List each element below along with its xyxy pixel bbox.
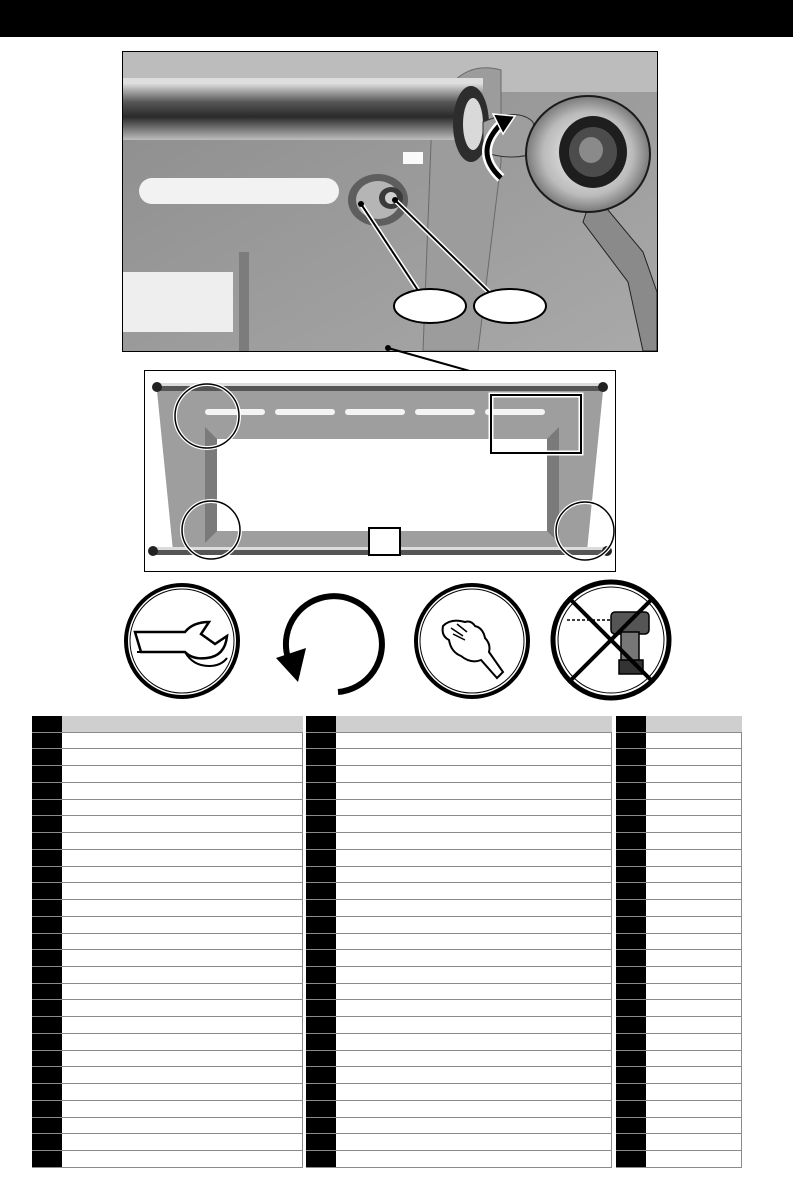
table-row bbox=[32, 900, 303, 917]
table-row bbox=[616, 1000, 742, 1017]
row-number-cell bbox=[306, 950, 336, 966]
row-number-cell bbox=[32, 783, 62, 799]
row-text-cell bbox=[650, 967, 740, 983]
row-number-cell bbox=[306, 900, 336, 916]
row-number-cell bbox=[306, 716, 336, 732]
row-text-cell bbox=[340, 1101, 610, 1117]
table-row bbox=[616, 733, 742, 750]
row-number-cell bbox=[306, 1067, 336, 1083]
table-row bbox=[306, 1084, 612, 1101]
row-text-cell bbox=[340, 733, 610, 749]
row-text-cell bbox=[650, 783, 740, 799]
row-text-cell bbox=[66, 749, 301, 765]
row-number-cell bbox=[32, 850, 62, 866]
table-header-row bbox=[306, 716, 612, 733]
row-text-cell bbox=[66, 1034, 301, 1050]
table-row bbox=[616, 850, 742, 867]
table-row bbox=[306, 850, 612, 867]
parts-table-1 bbox=[32, 716, 303, 1168]
row-text-cell bbox=[66, 934, 301, 950]
row-number-cell bbox=[616, 1017, 646, 1033]
row-number-cell bbox=[306, 917, 336, 933]
row-number-cell bbox=[616, 1051, 646, 1067]
row-text-cell bbox=[66, 850, 301, 866]
row-number-cell bbox=[306, 984, 336, 1000]
row-number-cell bbox=[32, 1151, 62, 1167]
table-row bbox=[32, 984, 303, 1001]
row-text-cell bbox=[650, 934, 740, 950]
row-number-cell bbox=[32, 1067, 62, 1083]
row-number-cell bbox=[616, 1034, 646, 1050]
table-row bbox=[32, 1051, 303, 1068]
row-text-cell bbox=[340, 984, 610, 1000]
table-row bbox=[616, 1118, 742, 1135]
row-text-cell bbox=[650, 766, 740, 782]
row-number-cell bbox=[32, 816, 62, 832]
row-number-cell bbox=[306, 766, 336, 782]
row-text-cell bbox=[66, 833, 301, 849]
row-number-cell bbox=[32, 716, 62, 732]
row-number-cell bbox=[616, 1118, 646, 1134]
row-number-cell bbox=[32, 1101, 62, 1117]
row-number-cell bbox=[32, 833, 62, 849]
row-text-cell bbox=[650, 1067, 740, 1083]
table-row bbox=[616, 1017, 742, 1034]
table-row bbox=[32, 883, 303, 900]
row-number-cell bbox=[306, 1118, 336, 1134]
table-row bbox=[32, 967, 303, 984]
row-text-cell bbox=[66, 783, 301, 799]
wrench-icon bbox=[123, 582, 241, 700]
row-text-cell bbox=[66, 716, 301, 732]
row-number-cell bbox=[32, 917, 62, 933]
table-row bbox=[616, 1084, 742, 1101]
row-text-cell bbox=[66, 1084, 301, 1100]
row-number-cell bbox=[616, 716, 646, 732]
row-number-cell bbox=[616, 816, 646, 832]
row-text-cell bbox=[340, 716, 610, 732]
row-number-cell bbox=[306, 1034, 336, 1050]
table-row bbox=[616, 984, 742, 1001]
row-number-cell bbox=[306, 867, 336, 883]
row-text-cell bbox=[650, 800, 740, 816]
table-row bbox=[32, 1034, 303, 1051]
table-row bbox=[306, 917, 612, 934]
table-row bbox=[306, 783, 612, 800]
row-number-cell bbox=[616, 1084, 646, 1100]
callout-left bbox=[394, 289, 466, 323]
table-row bbox=[306, 867, 612, 884]
table-row bbox=[32, 800, 303, 817]
row-number-cell bbox=[616, 1067, 646, 1083]
row-number-cell bbox=[32, 749, 62, 765]
table-row bbox=[616, 900, 742, 917]
row-text-cell bbox=[66, 800, 301, 816]
table-row bbox=[306, 1118, 612, 1135]
table-row bbox=[306, 1067, 612, 1084]
row-number-cell bbox=[616, 917, 646, 933]
row-text-cell bbox=[650, 1000, 740, 1016]
row-text-cell bbox=[650, 1151, 740, 1167]
row-text-cell bbox=[650, 1034, 740, 1050]
row-text-cell bbox=[340, 867, 610, 883]
row-text-cell bbox=[340, 1084, 610, 1100]
row-number-cell bbox=[616, 1134, 646, 1150]
table-row bbox=[32, 1067, 303, 1084]
hand-tighten-icon bbox=[413, 582, 531, 700]
row-number-cell bbox=[32, 800, 62, 816]
row-number-cell bbox=[616, 800, 646, 816]
row-text-cell bbox=[340, 1000, 610, 1016]
row-number-cell bbox=[306, 1151, 336, 1167]
table-row bbox=[306, 967, 612, 984]
row-text-cell bbox=[650, 883, 740, 899]
row-number-cell bbox=[32, 1051, 62, 1067]
row-number-cell bbox=[306, 749, 336, 765]
table-row bbox=[616, 1151, 742, 1168]
table-row bbox=[32, 833, 303, 850]
row-number-cell bbox=[306, 967, 336, 983]
row-text-cell bbox=[66, 950, 301, 966]
row-number-cell bbox=[32, 950, 62, 966]
row-number-cell bbox=[616, 967, 646, 983]
table-row bbox=[32, 917, 303, 934]
table-row bbox=[306, 733, 612, 750]
table-row bbox=[306, 833, 612, 850]
table-row bbox=[32, 934, 303, 951]
table-row bbox=[616, 1051, 742, 1068]
row-number-cell bbox=[616, 867, 646, 883]
row-text-cell bbox=[66, 1067, 301, 1083]
row-text-cell bbox=[66, 984, 301, 1000]
table-row bbox=[306, 934, 612, 951]
row-text-cell bbox=[650, 816, 740, 832]
table-row bbox=[32, 749, 303, 766]
row-number-cell bbox=[616, 733, 646, 749]
table-row bbox=[616, 749, 742, 766]
table-row bbox=[306, 1000, 612, 1017]
table-row bbox=[32, 867, 303, 884]
table-row bbox=[616, 833, 742, 850]
row-number-cell bbox=[306, 816, 336, 832]
row-text-cell bbox=[66, 1134, 301, 1150]
table-row bbox=[616, 934, 742, 951]
row-number-cell bbox=[306, 733, 336, 749]
row-text-cell bbox=[66, 1151, 301, 1167]
row-text-cell bbox=[650, 850, 740, 866]
row-text-cell bbox=[340, 967, 610, 983]
row-text-cell bbox=[66, 1118, 301, 1134]
table-row bbox=[32, 1084, 303, 1101]
row-text-cell bbox=[340, 816, 610, 832]
table-header-row bbox=[32, 716, 303, 733]
row-number-cell bbox=[616, 984, 646, 1000]
row-number-cell bbox=[32, 733, 62, 749]
row-number-cell bbox=[306, 850, 336, 866]
row-number-cell bbox=[306, 800, 336, 816]
parts-table-2 bbox=[306, 716, 612, 1168]
row-number-cell bbox=[32, 883, 62, 899]
row-text-cell bbox=[340, 749, 610, 765]
instruction-icons bbox=[0, 578, 793, 708]
row-text-cell bbox=[340, 1118, 610, 1134]
row-text-cell bbox=[650, 917, 740, 933]
row-text-cell bbox=[650, 1118, 740, 1134]
row-number-cell bbox=[616, 783, 646, 799]
row-number-cell bbox=[306, 783, 336, 799]
row-text-cell bbox=[340, 766, 610, 782]
row-number-cell bbox=[616, 1151, 646, 1167]
table-row bbox=[306, 1151, 612, 1168]
row-number-cell bbox=[306, 1017, 336, 1033]
table-row bbox=[306, 1034, 612, 1051]
row-text-cell bbox=[650, 749, 740, 765]
row-text-cell bbox=[66, 1101, 301, 1117]
row-text-cell bbox=[650, 1134, 740, 1150]
row-number-cell bbox=[306, 1051, 336, 1067]
table-row bbox=[306, 1101, 612, 1118]
table-row bbox=[32, 1118, 303, 1135]
row-number-cell bbox=[616, 900, 646, 916]
callout-right bbox=[474, 289, 546, 323]
row-text-cell bbox=[650, 1051, 740, 1067]
row-number-cell bbox=[32, 934, 62, 950]
row-number-cell bbox=[32, 900, 62, 916]
table-row bbox=[32, 850, 303, 867]
center-marker bbox=[369, 528, 400, 555]
row-number-cell bbox=[306, 1084, 336, 1100]
row-text-cell bbox=[340, 833, 610, 849]
row-text-cell bbox=[340, 950, 610, 966]
close-up-photo bbox=[122, 51, 658, 352]
table-row bbox=[32, 1017, 303, 1034]
row-number-cell bbox=[616, 766, 646, 782]
row-number-cell bbox=[306, 883, 336, 899]
row-number-cell bbox=[32, 1118, 62, 1134]
row-text-cell bbox=[66, 733, 301, 749]
row-text-cell bbox=[66, 967, 301, 983]
table-row bbox=[616, 816, 742, 833]
row-number-cell bbox=[306, 1134, 336, 1150]
table-row bbox=[616, 766, 742, 783]
header-bar bbox=[0, 0, 793, 37]
table-row bbox=[306, 766, 612, 783]
table-row bbox=[306, 1134, 612, 1151]
row-text-cell bbox=[650, 1101, 740, 1117]
table-row bbox=[32, 766, 303, 783]
table-row bbox=[306, 816, 612, 833]
row-number-cell bbox=[306, 1101, 336, 1117]
row-number-cell bbox=[32, 1034, 62, 1050]
row-text-cell bbox=[66, 917, 301, 933]
row-number-cell bbox=[32, 1017, 62, 1033]
row-text-cell bbox=[650, 1084, 740, 1100]
row-number-cell bbox=[616, 1101, 646, 1117]
row-number-cell bbox=[32, 1084, 62, 1100]
row-text-cell bbox=[650, 984, 740, 1000]
table-row bbox=[306, 800, 612, 817]
row-text-cell bbox=[650, 833, 740, 849]
row-text-cell bbox=[650, 733, 740, 749]
table-row bbox=[306, 984, 612, 1001]
row-text-cell bbox=[66, 1000, 301, 1016]
table-row bbox=[616, 783, 742, 800]
row-text-cell bbox=[340, 1034, 610, 1050]
table-row bbox=[32, 1134, 303, 1151]
table-row bbox=[616, 967, 742, 984]
row-number-cell bbox=[32, 967, 62, 983]
row-text-cell bbox=[66, 816, 301, 832]
row-number-cell bbox=[32, 984, 62, 1000]
table-row bbox=[616, 1101, 742, 1118]
row-number-cell bbox=[32, 1000, 62, 1016]
table-row bbox=[32, 783, 303, 800]
table-row bbox=[32, 1151, 303, 1168]
row-number-cell bbox=[616, 833, 646, 849]
row-text-cell bbox=[66, 900, 301, 916]
row-text-cell bbox=[340, 934, 610, 950]
row-number-cell bbox=[616, 950, 646, 966]
no-power-drill-icon bbox=[549, 578, 673, 702]
row-number-cell bbox=[616, 934, 646, 950]
table-row bbox=[306, 950, 612, 967]
row-number-cell bbox=[306, 1000, 336, 1016]
row-text-cell bbox=[66, 1051, 301, 1067]
table-row bbox=[616, 1034, 742, 1051]
row-number-cell bbox=[306, 833, 336, 849]
row-text-cell bbox=[340, 850, 610, 866]
row-number-cell bbox=[32, 867, 62, 883]
row-text-cell bbox=[340, 1067, 610, 1083]
row-text-cell bbox=[66, 883, 301, 899]
row-text-cell bbox=[650, 1017, 740, 1033]
row-text-cell bbox=[340, 800, 610, 816]
row-number-cell bbox=[616, 749, 646, 765]
table-row bbox=[306, 749, 612, 766]
row-text-cell bbox=[340, 1051, 610, 1067]
table-row bbox=[32, 1000, 303, 1017]
row-text-cell bbox=[650, 867, 740, 883]
row-text-cell bbox=[340, 900, 610, 916]
table-row bbox=[32, 816, 303, 833]
table-row bbox=[306, 1051, 612, 1068]
row-text-cell bbox=[66, 867, 301, 883]
table-row bbox=[306, 1017, 612, 1034]
table-row bbox=[32, 733, 303, 750]
table-row bbox=[616, 1067, 742, 1084]
row-text-cell bbox=[340, 1017, 610, 1033]
table-row bbox=[616, 917, 742, 934]
row-number-cell bbox=[616, 1000, 646, 1016]
table-row bbox=[616, 800, 742, 817]
table-row bbox=[616, 1134, 742, 1151]
table-row bbox=[616, 883, 742, 900]
row-number-cell bbox=[32, 766, 62, 782]
table-row bbox=[616, 867, 742, 884]
table-row bbox=[616, 950, 742, 967]
row-number-cell bbox=[32, 1134, 62, 1150]
row-text-cell bbox=[340, 883, 610, 899]
row-text-cell bbox=[66, 1017, 301, 1033]
row-text-cell bbox=[340, 917, 610, 933]
row-text-cell bbox=[340, 783, 610, 799]
table-row bbox=[32, 1101, 303, 1118]
row-text-cell bbox=[66, 766, 301, 782]
row-number-cell bbox=[616, 850, 646, 866]
table-row bbox=[306, 900, 612, 917]
row-number-cell bbox=[306, 934, 336, 950]
rotate-counterclockwise-icon bbox=[268, 584, 390, 702]
table-header-row bbox=[616, 716, 742, 733]
row-text-cell bbox=[340, 1134, 610, 1150]
row-text-cell bbox=[650, 900, 740, 916]
table-row bbox=[32, 950, 303, 967]
bracket-overview bbox=[144, 370, 616, 572]
table-row bbox=[306, 883, 612, 900]
row-number-cell bbox=[616, 883, 646, 899]
parts-table-3 bbox=[616, 716, 742, 1168]
row-text-cell bbox=[340, 1151, 610, 1167]
row-text-cell bbox=[650, 950, 740, 966]
row-text-cell bbox=[650, 716, 740, 732]
